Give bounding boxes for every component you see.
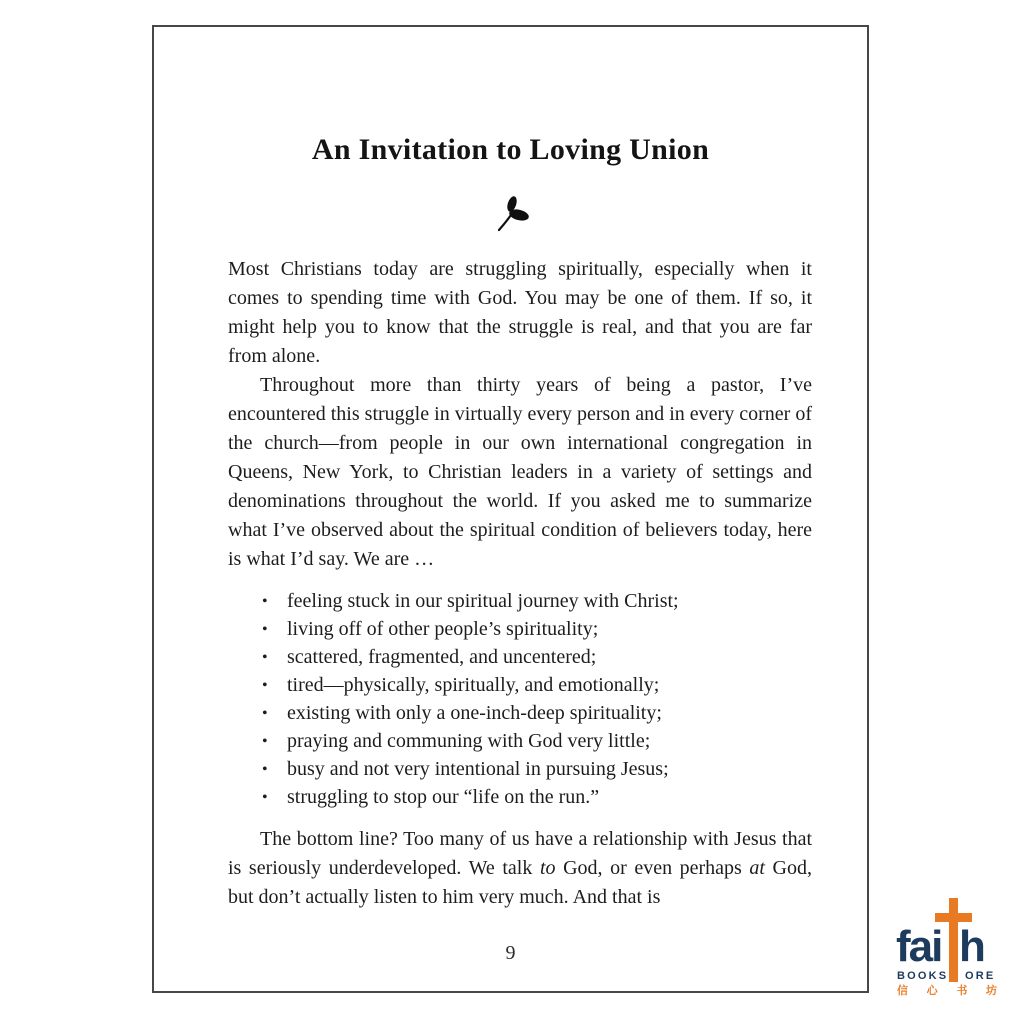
bullet-item: • feeling stuck in our spiritual journey with Christ; (287, 587, 812, 615)
logo-chinese-char: 心 (926, 985, 938, 997)
bullet-item: • busy and not very intentional in pursuing Jesus; (287, 755, 812, 783)
bullet-item: • living off of other people’s spirituality; (287, 615, 812, 643)
bullet-item: • tired—physically, spiritually, and emotionally; (287, 671, 812, 699)
paragraph: Most Christians today are struggling spiritually, especially when it comes to spending time with God. You may be one of them. If so, it might help you to know that the struggle is real, and that you are far from alone. (228, 258, 812, 367)
logo-chinese-text (897, 986, 997, 997)
cross-icon (949, 898, 958, 982)
logo-books-text: BOOKS (897, 970, 949, 982)
logo-ore-text: ORE (965, 970, 996, 982)
bullet-item: • existing with only a one-inch-deep spirituality; (287, 699, 812, 727)
body-text (228, 255, 812, 912)
logo-word-h: h (959, 922, 984, 971)
bullet-item: • praying and communing with God very little; (287, 727, 812, 755)
book-page (152, 25, 869, 993)
bullet-item: • scattered, fragmented, and uncentered; (287, 643, 812, 671)
logo-chinese-char: 信 (897, 985, 908, 997)
leaf-ornament-icon (491, 193, 531, 233)
page-number: 9 (505, 942, 516, 964)
chapter-title: An Invitation to Loving Union (311, 133, 710, 166)
logo-chinese-char: 书 (956, 985, 968, 997)
logo-word-fai: fai (896, 922, 942, 971)
paragraph: The bottom line? Too many of us have a relationship with Jesus that is seriously underdeveloped. We talk to God, or even perhaps at God, but don’t actually listen to him very much. And that is (228, 828, 813, 908)
logo-chinese-char: 坊 (985, 985, 997, 997)
bullet-list (228, 587, 812, 811)
cross-icon (935, 913, 972, 922)
bullet-item: • struggling to stop our “life on the run.” (287, 783, 812, 811)
faith-bookstore-logo (896, 898, 1024, 1000)
paragraph: Throughout more than thirty years of being a pastor, I’ve encountered this struggle in virtually every person and in every corner of the church—from people in our own international congregation in Queens, New York, to Christian leaders in a variety of settings and denominations throughout the world. If you asked me to summarize what I’ve observed about the spiritual condition of believers today, here is what I’d say. We are … (228, 374, 812, 570)
